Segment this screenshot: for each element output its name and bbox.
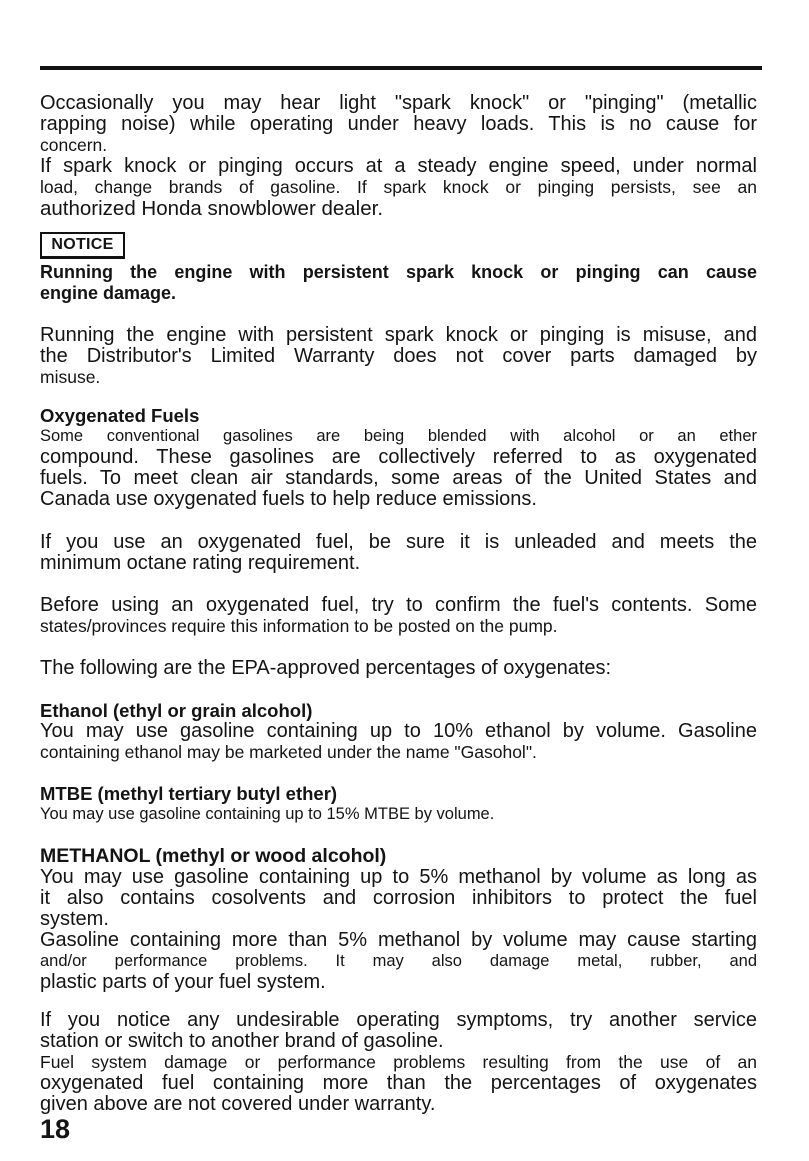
oxygenated-line: Some conventional gasolines are being blended with alcohol or an ether — [40, 427, 757, 445]
intro-line: Occasionally you may hear light "spark knock" or "pinging" (metallic — [40, 92, 757, 114]
confirm-line: Before using an oxygenated fuel, try to confirm the fuel's contents. Some — [40, 594, 757, 616]
top-rule — [40, 66, 762, 70]
methanol-line: it also contains cosolvents and corrosion inhibitors to protect the fuel — [40, 887, 757, 909]
confirm-line: states/provinces require this information to be posted on the pump. — [40, 616, 558, 636]
confirm-paragraph — [40, 595, 757, 637]
intro-line: concern. — [40, 135, 108, 155]
notice-warning-line: engine damage. — [40, 283, 177, 303]
unleaded-paragraph — [40, 532, 757, 574]
intro-line: load, change brands of gasoline. If spark knock or pinging persists, see an — [40, 177, 757, 197]
methanol-line: system. — [40, 908, 109, 930]
following-paragraph — [40, 658, 757, 679]
misuse-line: Running the engine with persistent spark knock or pinging is misuse, and — [40, 324, 757, 346]
methanol-line: Gasoline containing more than 5% methanol by volume may cause starting — [40, 929, 757, 951]
oxygenated-line: Canada use oxygenated fuels to help reduce emissions. — [40, 488, 537, 510]
misuse-paragraph — [40, 325, 757, 388]
methanol-line: and/or performance problems. It may also damage metal, rubber, and — [40, 952, 757, 970]
methanol-line: You may use gasoline containing up to 5% methanol by volume as long as — [40, 866, 757, 888]
ethanol-section — [40, 700, 757, 763]
following-line: The following are the EPA-approved percentages of oxygenates: — [40, 657, 612, 679]
page-number: 18 — [40, 1114, 71, 1144]
methanol-line: plastic parts of your fuel system. — [40, 971, 326, 993]
section-heading: Ethanol (ethyl or grain alcohol) — [40, 700, 313, 721]
symptoms-line: oxygenated fuel containing more than the percentages of oxygenates — [40, 1072, 757, 1094]
section-heading: Oxygenated Fuels — [40, 405, 200, 426]
symptoms-line: Fuel system damage or performance problems resulting from the use of an — [40, 1052, 757, 1072]
unleaded-line: If you use an oxygenated fuel, be sure it is unleaded and meets the — [40, 531, 757, 553]
oxygenated-line: compound. These gasolines are collectively referred to as oxygenated — [40, 446, 757, 468]
oxygenated-line: fuels. To meet clean air standards, some areas of the United States and — [40, 467, 757, 489]
symptoms-paragraph — [40, 1010, 757, 1115]
ethanol-line: You may use gasoline containing up to 10% ethanol by volume. Gasoline — [40, 720, 757, 742]
intro-paragraph — [40, 93, 757, 219]
oxygenated-fuels-section — [40, 405, 757, 510]
mtbe-section — [40, 783, 757, 825]
mtbe-line: You may use gasoline containing up to 15% MTBE by volume. — [40, 805, 495, 823]
notice-warning — [40, 262, 757, 304]
symptoms-line: station or switch to another brand of gasoline. — [40, 1030, 444, 1052]
symptoms-line: If you notice any undesirable operating symptoms, try another service — [40, 1009, 757, 1031]
intro-line: rapping noise) while operating under heavy loads. This is no cause for — [40, 113, 757, 135]
methanol-section — [40, 846, 757, 993]
misuse-line: the Distributor's Limited Warranty does not cover parts damaged by — [40, 345, 757, 367]
unleaded-line: minimum octane rating requirement. — [40, 552, 361, 574]
ethanol-line: containing ethanol may be marketed under the name "Gasohol". — [40, 742, 537, 762]
symptoms-line: given above are not covered under warranty. — [40, 1093, 436, 1115]
intro-line: If spark knock or pinging occurs at a steady engine speed, under normal — [40, 155, 757, 177]
section-heading: MTBE (methyl tertiary butyl ether) — [40, 783, 338, 804]
misuse-line: misuse. — [40, 367, 101, 387]
notice-label-box: NOTICE — [40, 232, 125, 259]
intro-line: authorized Honda snowblower dealer. — [40, 197, 384, 220]
section-heading: METHANOL (methyl or wood alcohol) — [40, 845, 387, 867]
notice-warning-line: Running the engine with persistent spark knock or pinging can cause — [40, 262, 757, 282]
